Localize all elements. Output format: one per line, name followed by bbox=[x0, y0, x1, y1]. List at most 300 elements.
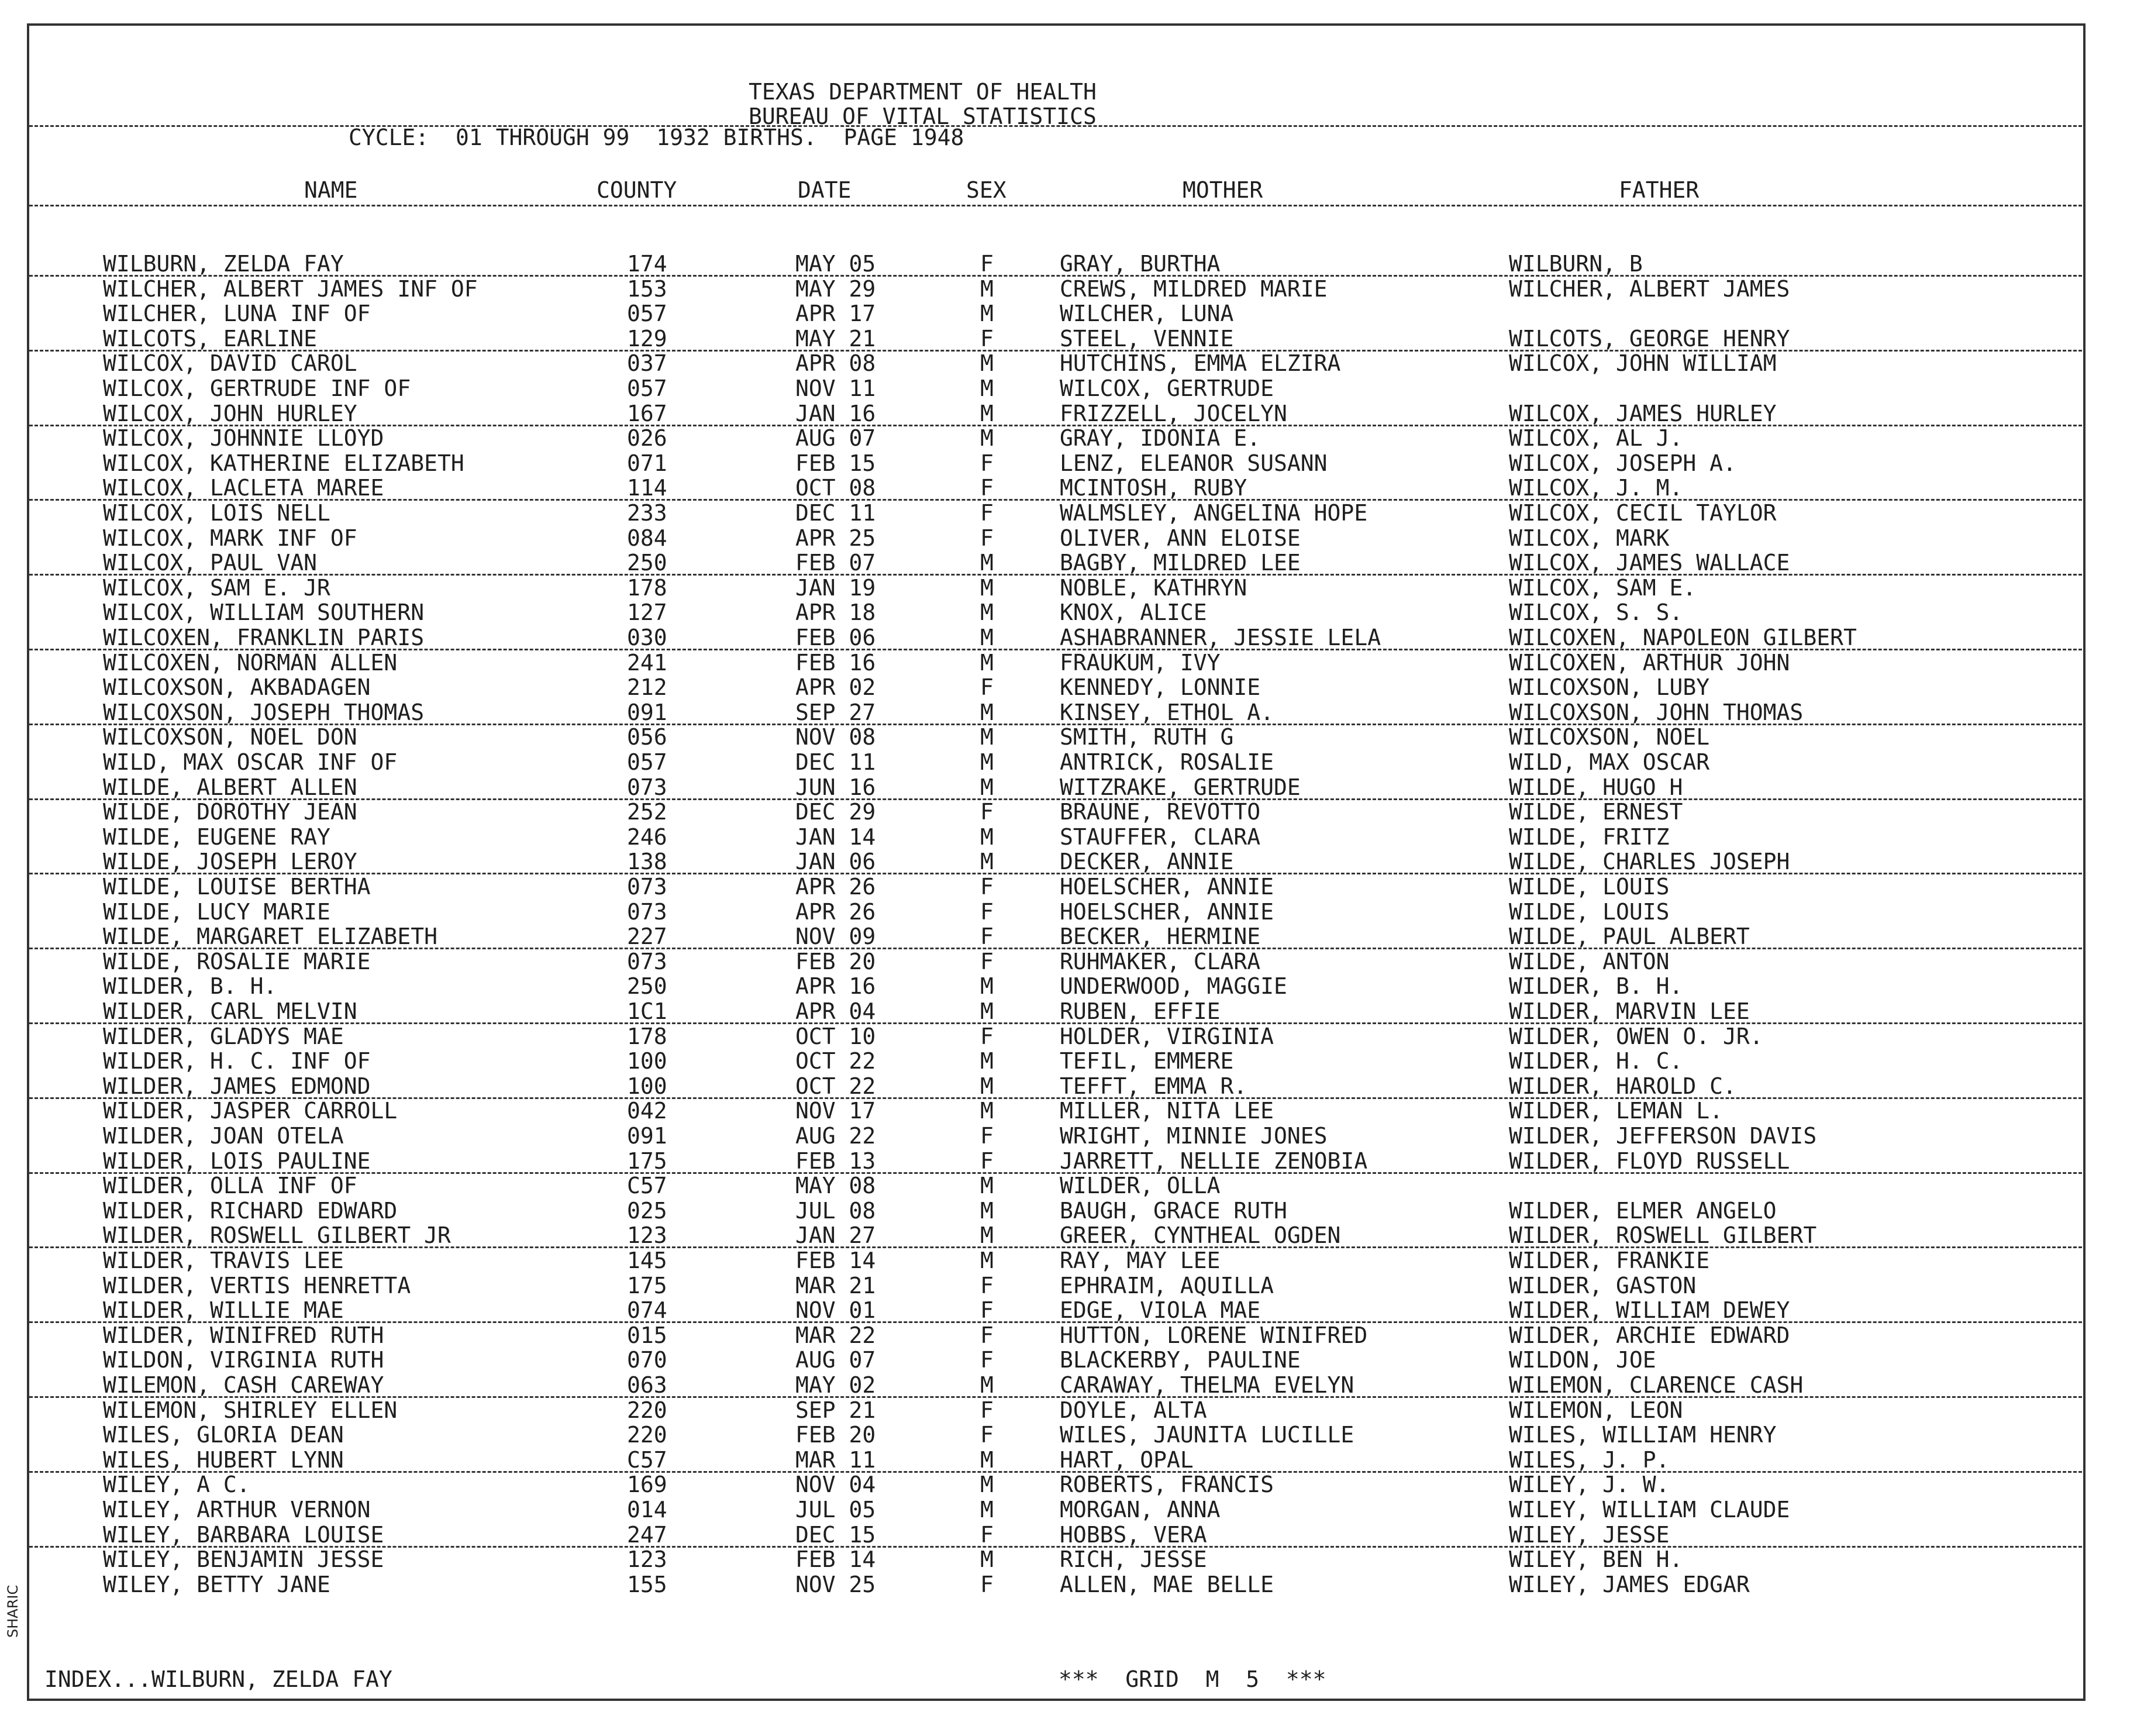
row-county: 071 bbox=[627, 450, 667, 476]
row-name: WILCHER, LUNA INF OF bbox=[103, 301, 371, 326]
row-mother: TEFIL, EMMERE bbox=[1060, 1048, 1234, 1074]
row-date: MAY 21 bbox=[795, 326, 876, 352]
row-county: 178 bbox=[627, 1024, 667, 1049]
row-county: 073 bbox=[627, 899, 667, 925]
row-sex: M bbox=[980, 973, 994, 999]
row-county: 014 bbox=[627, 1497, 667, 1523]
row-name: WILDER, VERTIS HENRETTA bbox=[103, 1273, 411, 1298]
row-name: WILCOX, LOIS NELL bbox=[103, 500, 330, 526]
row-name: WILCOX, KATHERINE ELIZABETH bbox=[103, 450, 464, 476]
row-mother: LENZ, ELEANOR SUSANN bbox=[1060, 450, 1328, 476]
row-sex: M bbox=[980, 1472, 994, 1497]
row-father: WILBURN, B bbox=[1509, 251, 1643, 277]
row-sex: F bbox=[980, 1397, 994, 1423]
row-mother: CREWS, MILDRED MARIE bbox=[1060, 276, 1328, 302]
row-date: APR 16 bbox=[795, 973, 876, 999]
row-mother: HOBBS, VERA bbox=[1060, 1522, 1207, 1548]
row-county: 070 bbox=[627, 1347, 667, 1373]
column-header-father: FATHER bbox=[1619, 177, 1700, 203]
row-name: WILEY, BETTY JANE bbox=[103, 1572, 330, 1597]
row-father: WILDER, OWEN O. JR. bbox=[1509, 1024, 1763, 1049]
row-date: OCT 08 bbox=[795, 475, 876, 501]
header-title: TEXAS DEPARTMENT OF HEALTH bbox=[749, 79, 1097, 105]
row-mother: HOLDER, VIRGINIA bbox=[1060, 1024, 1274, 1049]
row-county: 114 bbox=[627, 475, 667, 501]
row-mother: DOYLE, ALTA bbox=[1060, 1397, 1207, 1423]
row-county: 074 bbox=[627, 1297, 667, 1323]
row-sex: F bbox=[980, 874, 994, 900]
row-father: WILDE, LOUIS bbox=[1509, 874, 1670, 900]
row-sex: F bbox=[980, 525, 994, 551]
row-name: WILEY, BARBARA LOUISE bbox=[103, 1522, 384, 1548]
row-county: 178 bbox=[627, 575, 667, 601]
row-sex: M bbox=[980, 575, 994, 601]
row-date: OCT 22 bbox=[795, 1073, 876, 1099]
row-father: WILEY, BEN H. bbox=[1509, 1546, 1683, 1572]
row-mother: WALMSLEY, ANGELINA HOPE bbox=[1060, 500, 1368, 526]
row-county: 100 bbox=[627, 1073, 667, 1099]
row-county: 057 bbox=[627, 301, 667, 326]
column-header-sex: SEX bbox=[966, 177, 1006, 203]
row-sex: F bbox=[980, 924, 994, 949]
row-sex: F bbox=[980, 799, 994, 825]
cycle-line: CYCLE: 01 THROUGH 99 1932 BIRTHS. PAGE 1948 bbox=[349, 125, 964, 150]
row-date: DEC 29 bbox=[795, 799, 876, 825]
row-father: WILDER, GASTON bbox=[1509, 1273, 1697, 1298]
row-father: WILDER, H. C. bbox=[1509, 1048, 1683, 1074]
row-date: OCT 10 bbox=[795, 1024, 876, 1049]
row-name: WILDE, ALBERT ALLEN bbox=[103, 774, 357, 800]
row-sex: M bbox=[980, 749, 994, 775]
row-date: APR 08 bbox=[795, 350, 876, 376]
row-mother: WILES, JAUNITA LUCILLE bbox=[1060, 1422, 1354, 1448]
row-name: WILCOX, JOHN HURLEY bbox=[103, 401, 357, 426]
row-sex: F bbox=[980, 1024, 994, 1049]
row-county: 153 bbox=[627, 276, 667, 302]
row-father: WILEY, JAMES EDGAR bbox=[1509, 1572, 1750, 1597]
row-mother: GREER, CYNTHEAL OGDEN bbox=[1060, 1222, 1341, 1248]
row-date: JAN 14 bbox=[795, 824, 876, 850]
row-mother: ALLEN, MAE BELLE bbox=[1060, 1572, 1274, 1597]
row-county: 123 bbox=[627, 1222, 667, 1248]
row-date: DEC 15 bbox=[795, 1522, 876, 1548]
row-sex: M bbox=[980, 301, 994, 326]
row-father: WILCOX, JAMES HURLEY bbox=[1509, 401, 1777, 426]
row-date: APR 04 bbox=[795, 998, 876, 1024]
row-mother: KINSEY, ETHOL A. bbox=[1060, 700, 1274, 725]
row-county: 129 bbox=[627, 326, 667, 352]
row-mother: HART, OPAL bbox=[1060, 1447, 1194, 1473]
side-stamp: SHARIC bbox=[5, 1585, 21, 1638]
row-name: WILD, MAX OSCAR INF OF bbox=[103, 749, 398, 775]
row-name: WILDE, MARGARET ELIZABETH bbox=[103, 924, 437, 949]
row-name: WILES, GLORIA DEAN bbox=[103, 1422, 344, 1448]
row-date: NOV 11 bbox=[795, 376, 876, 401]
row-county: 212 bbox=[627, 674, 667, 700]
row-mother: EDGE, VIOLA MAE bbox=[1060, 1297, 1261, 1323]
row-county: 073 bbox=[627, 874, 667, 900]
row-county: C57 bbox=[627, 1447, 667, 1473]
row-sex: M bbox=[980, 625, 994, 650]
row-mother: ROBERTS, FRANCIS bbox=[1060, 1472, 1274, 1497]
column-header-mother: MOTHER bbox=[1183, 177, 1263, 203]
row-sex: F bbox=[980, 326, 994, 352]
row-county: 091 bbox=[627, 700, 667, 725]
row-name: WILCOX, LACLETA MAREE bbox=[103, 475, 384, 501]
row-father: WILDER, LEMAN L. bbox=[1509, 1098, 1724, 1124]
row-date: FEB 14 bbox=[795, 1546, 876, 1572]
row-mother: MORGAN, ANNA bbox=[1060, 1497, 1221, 1523]
row-name: WILDER, GLADYS MAE bbox=[103, 1024, 344, 1049]
row-father: WILEY, J. W. bbox=[1509, 1472, 1670, 1497]
row-name: WILEMON, CASH CAREWAY bbox=[103, 1372, 384, 1398]
row-name: WILDER, ROSWELL GILBERT JR bbox=[103, 1222, 451, 1248]
row-name: WILCOX, PAUL VAN bbox=[103, 550, 318, 576]
column-header-rule bbox=[29, 205, 2082, 206]
row-sex: M bbox=[980, 1497, 994, 1523]
row-county: 220 bbox=[627, 1397, 667, 1423]
row-name: WILCOXSON, NOEL DON bbox=[103, 724, 357, 750]
row-mother: KENNEDY, LONNIE bbox=[1060, 674, 1261, 700]
row-name: WILDER, JOAN OTELA bbox=[103, 1123, 344, 1149]
row-father: WILCOXEN, NAPOLEON GILBERT bbox=[1509, 625, 1857, 650]
row-sex: M bbox=[980, 700, 994, 725]
row-sex: F bbox=[980, 674, 994, 700]
row-mother: DECKER, ANNIE bbox=[1060, 849, 1234, 874]
row-father: WILEY, JESSE bbox=[1509, 1522, 1670, 1548]
row-county: 250 bbox=[627, 550, 667, 576]
row-mother: HOELSCHER, ANNIE bbox=[1060, 874, 1274, 900]
row-county: 056 bbox=[627, 724, 667, 750]
row-sex: M bbox=[980, 1222, 994, 1248]
row-mother: NOBLE, KATHRYN bbox=[1060, 575, 1247, 601]
row-date: FEB 06 bbox=[795, 625, 876, 650]
row-mother: BECKER, HERMINE bbox=[1060, 924, 1261, 949]
row-sex: M bbox=[980, 1098, 994, 1124]
row-date: AUG 07 bbox=[795, 425, 876, 451]
row-date: MAY 05 bbox=[795, 251, 876, 277]
row-name: WILDER, JAMES EDMOND bbox=[103, 1073, 371, 1099]
row-father: WILCOXEN, ARTHUR JOHN bbox=[1509, 650, 1790, 676]
row-father: WILDON, JOE bbox=[1509, 1347, 1656, 1373]
row-name: WILCHER, ALBERT JAMES INF OF bbox=[103, 276, 478, 302]
row-county: 250 bbox=[627, 973, 667, 999]
row-father: WILDER, JEFFERSON DAVIS bbox=[1509, 1123, 1817, 1149]
row-name: WILDON, VIRGINIA RUTH bbox=[103, 1347, 384, 1373]
row-name: WILEY, ARTHUR VERNON bbox=[103, 1497, 371, 1523]
row-date: AUG 07 bbox=[795, 1347, 876, 1373]
row-mother: UNDERWOOD, MAGGIE bbox=[1060, 973, 1287, 999]
row-county: 241 bbox=[627, 650, 667, 676]
row-father: WILEMON, CLARENCE CASH bbox=[1509, 1372, 1804, 1398]
row-county: 167 bbox=[627, 401, 667, 426]
row-county: 169 bbox=[627, 1472, 667, 1497]
row-date: MAR 11 bbox=[795, 1447, 876, 1473]
row-father: WILEY, WILLIAM CLAUDE bbox=[1509, 1497, 1790, 1523]
row-county: 145 bbox=[627, 1248, 667, 1273]
row-name: WILDE, ROSALIE MARIE bbox=[103, 949, 371, 974]
column-header-date: DATE bbox=[798, 177, 852, 203]
row-mother: GRAY, BURTHA bbox=[1060, 251, 1221, 277]
row-county: 084 bbox=[627, 525, 667, 551]
row-date: FEB 20 bbox=[795, 949, 876, 974]
row-mother: HUTTON, LORENE WINIFRED bbox=[1060, 1322, 1368, 1348]
row-mother: RUBEN, EFFIE bbox=[1060, 998, 1221, 1024]
header-subtitle: BUREAU OF VITAL STATISTICS bbox=[749, 104, 1097, 129]
row-father: WILDER, B. H. bbox=[1509, 973, 1683, 999]
row-sex: M bbox=[980, 774, 994, 800]
row-date: NOV 08 bbox=[795, 724, 876, 750]
row-date: JAN 16 bbox=[795, 401, 876, 426]
row-father: WILDER, WILLIAM DEWEY bbox=[1509, 1297, 1790, 1323]
row-sex: M bbox=[980, 1248, 994, 1273]
row-date: NOV 04 bbox=[795, 1472, 876, 1497]
row-date: DEC 11 bbox=[795, 500, 876, 526]
row-mother: CARAWAY, THELMA EVELYN bbox=[1060, 1372, 1354, 1398]
row-county: 030 bbox=[627, 625, 667, 650]
row-sex: F bbox=[980, 1422, 994, 1448]
row-date: NOV 25 bbox=[795, 1572, 876, 1597]
row-father: WILDER, FRANKIE bbox=[1509, 1248, 1710, 1273]
row-county: 073 bbox=[627, 774, 667, 800]
row-name: WILDER, H. C. INF OF bbox=[103, 1048, 371, 1074]
row-name: WILBURN, ZELDA FAY bbox=[103, 251, 344, 277]
row-sex: M bbox=[980, 1048, 994, 1074]
row-date: JAN 06 bbox=[795, 849, 876, 874]
row-name: WILEY, BENJAMIN JESSE bbox=[103, 1546, 384, 1572]
row-date: JAN 27 bbox=[795, 1222, 876, 1248]
row-county: 246 bbox=[627, 824, 667, 850]
row-county: 100 bbox=[627, 1048, 667, 1074]
row-date: NOV 01 bbox=[795, 1297, 876, 1323]
row-date: SEP 27 bbox=[795, 700, 876, 725]
row-date: JUL 08 bbox=[795, 1198, 876, 1224]
row-date: NOV 09 bbox=[795, 924, 876, 949]
row-sex: M bbox=[980, 650, 994, 676]
row-date: APR 17 bbox=[795, 301, 876, 326]
row-date: AUG 22 bbox=[795, 1123, 876, 1149]
row-sex: F bbox=[980, 251, 994, 277]
row-county: 227 bbox=[627, 924, 667, 949]
row-name: WILDER, JASPER CARROLL bbox=[103, 1098, 398, 1124]
row-sex: M bbox=[980, 1447, 994, 1473]
row-county: 127 bbox=[627, 600, 667, 625]
row-mother: WILCOX, GERTRUDE bbox=[1060, 376, 1274, 401]
row-sex: F bbox=[980, 450, 994, 476]
row-mother: MCINTOSH, RUBY bbox=[1060, 475, 1247, 501]
row-mother: RICH, JESSE bbox=[1060, 1546, 1207, 1572]
row-father: WILCOX, MARK bbox=[1509, 525, 1670, 551]
row-mother: FRIZZELL, JOCELYN bbox=[1060, 401, 1287, 426]
row-father: WILCHER, ALBERT JAMES bbox=[1509, 276, 1790, 302]
row-mother: ANTRICK, ROSALIE bbox=[1060, 749, 1274, 775]
row-separator bbox=[29, 1471, 2082, 1473]
row-father: WILES, WILLIAM HENRY bbox=[1509, 1422, 1777, 1448]
row-father: WILD, MAX OSCAR bbox=[1509, 749, 1710, 775]
row-name: WILDER, CARL MELVIN bbox=[103, 998, 357, 1024]
row-county: 015 bbox=[627, 1322, 667, 1348]
row-mother: SMITH, RUTH G bbox=[1060, 724, 1234, 750]
row-father: WILCOXSON, NOEL bbox=[1509, 724, 1710, 750]
row-county: 247 bbox=[627, 1522, 667, 1548]
row-father: WILDER, MARVIN LEE bbox=[1509, 998, 1750, 1024]
row-county: 091 bbox=[627, 1123, 667, 1149]
row-date: FEB 13 bbox=[795, 1148, 876, 1174]
row-sex: F bbox=[980, 899, 994, 925]
row-county: 175 bbox=[627, 1273, 667, 1298]
row-county: 233 bbox=[627, 500, 667, 526]
row-father: WILDE, LOUIS bbox=[1509, 899, 1670, 925]
row-father: WILCOX, J. M. bbox=[1509, 475, 1683, 501]
row-father: WILCOX, JOHN WILLIAM bbox=[1509, 350, 1777, 376]
row-name: WILCOX, DAVID CAROL bbox=[103, 350, 357, 376]
row-sex: M bbox=[980, 824, 994, 850]
footer-grid: *** GRID M 5 *** bbox=[1059, 1666, 1326, 1692]
row-name: WILEMON, SHIRLEY ELLEN bbox=[103, 1397, 398, 1423]
row-sex: F bbox=[980, 1148, 994, 1174]
row-mother: WITZRAKE, GERTRUDE bbox=[1060, 774, 1301, 800]
row-date: MAR 22 bbox=[795, 1322, 876, 1348]
row-name: WILDE, DOROTHY JEAN bbox=[103, 799, 357, 825]
row-name: WILES, HUBERT LYNN bbox=[103, 1447, 344, 1473]
row-date: MAR 21 bbox=[795, 1273, 876, 1298]
column-header-county: COUNTY bbox=[597, 177, 677, 203]
row-name: WILCOX, JOHNNIE LLOYD bbox=[103, 425, 384, 451]
row-sex: F bbox=[980, 1322, 994, 1348]
row-mother: BRAUNE, REVOTTO bbox=[1060, 799, 1261, 825]
row-father: WILDE, ANTON bbox=[1509, 949, 1670, 974]
row-sex: F bbox=[980, 1522, 994, 1548]
row-father: WILES, J. P. bbox=[1509, 1447, 1670, 1473]
row-sex: M bbox=[980, 724, 994, 750]
row-father: WILCOX, S. S. bbox=[1509, 600, 1683, 625]
row-sex: M bbox=[980, 276, 994, 302]
row-county: 037 bbox=[627, 350, 667, 376]
row-sex: M bbox=[980, 1198, 994, 1224]
row-father: WILCOX, CECIL TAYLOR bbox=[1509, 500, 1777, 526]
row-sex: F bbox=[980, 1297, 994, 1323]
row-mother: RUHMAKER, CLARA bbox=[1060, 949, 1261, 974]
row-sex: F bbox=[980, 500, 994, 526]
row-county: 057 bbox=[627, 749, 667, 775]
row-father: WILDER, HAROLD C. bbox=[1509, 1073, 1736, 1099]
row-sex: F bbox=[980, 1347, 994, 1373]
row-date: FEB 14 bbox=[795, 1248, 876, 1273]
row-county: 063 bbox=[627, 1372, 667, 1398]
row-date: APR 26 bbox=[795, 874, 876, 900]
row-county: 073 bbox=[627, 949, 667, 974]
row-mother: WILCHER, LUNA bbox=[1060, 301, 1234, 326]
row-county: 155 bbox=[627, 1572, 667, 1597]
row-name: WILCOXEN, NORMAN ALLEN bbox=[103, 650, 398, 676]
row-county: 123 bbox=[627, 1546, 667, 1572]
row-mother: HUTCHINS, EMMA ELZIRA bbox=[1060, 350, 1341, 376]
row-father: WILCOX, SAM E. bbox=[1509, 575, 1697, 601]
row-mother: KNOX, ALICE bbox=[1060, 600, 1207, 625]
row-date: APR 26 bbox=[795, 899, 876, 925]
row-date: JAN 19 bbox=[795, 575, 876, 601]
row-date: JUL 05 bbox=[795, 1497, 876, 1523]
row-date: APR 18 bbox=[795, 600, 876, 625]
row-mother: WILDER, OLLA bbox=[1060, 1173, 1221, 1198]
row-mother: ASHABRANNER, JESSIE LELA bbox=[1060, 625, 1381, 650]
row-mother: TEFFT, EMMA R. bbox=[1060, 1073, 1247, 1099]
row-father: WILCOXSON, LUBY bbox=[1509, 674, 1710, 700]
row-mother: STAUFFER, CLARA bbox=[1060, 824, 1261, 850]
row-sex: M bbox=[980, 425, 994, 451]
row-name: WILDER, WILLIE MAE bbox=[103, 1297, 344, 1323]
row-sex: M bbox=[980, 1546, 994, 1572]
row-date: FEB 15 bbox=[795, 450, 876, 476]
row-county: 1C1 bbox=[627, 998, 667, 1024]
row-name: WILDE, EUGENE RAY bbox=[103, 824, 330, 850]
row-father: WILCOX, JAMES WALLACE bbox=[1509, 550, 1790, 576]
row-name: WILDER, B. H. bbox=[103, 973, 277, 999]
row-father: WILCOTS, GEORGE HENRY bbox=[1509, 326, 1790, 352]
row-sex: M bbox=[980, 1173, 994, 1198]
row-date: DEC 11 bbox=[795, 749, 876, 775]
row-mother: BAUGH, GRACE RUTH bbox=[1060, 1198, 1287, 1224]
row-sex: M bbox=[980, 849, 994, 874]
row-mother: HOELSCHER, ANNIE bbox=[1060, 899, 1274, 925]
row-date: FEB 07 bbox=[795, 550, 876, 576]
row-name: WILDE, LUCY MARIE bbox=[103, 899, 330, 925]
row-date: MAY 29 bbox=[795, 276, 876, 302]
row-name: WILDER, LOIS PAULINE bbox=[103, 1148, 371, 1174]
row-mother: EPHRAIM, AQUILLA bbox=[1060, 1273, 1274, 1298]
row-father: WILDER, ARCHIE EDWARD bbox=[1509, 1322, 1790, 1348]
row-father: WILDE, ERNEST bbox=[1509, 799, 1683, 825]
row-county: 174 bbox=[627, 251, 667, 277]
row-father: WILDER, ROSWELL GILBERT bbox=[1509, 1222, 1817, 1248]
row-county: 138 bbox=[627, 849, 667, 874]
row-father: WILDER, ELMER ANGELO bbox=[1509, 1198, 1777, 1224]
row-mother: JARRETT, NELLIE ZENOBIA bbox=[1060, 1148, 1368, 1174]
row-mother: BAGBY, MILDRED LEE bbox=[1060, 550, 1301, 576]
row-mother: WRIGHT, MINNIE JONES bbox=[1060, 1123, 1328, 1149]
row-father: WILDE, PAUL ALBERT bbox=[1509, 924, 1750, 949]
footer-index: INDEX...WILBURN, ZELDA FAY bbox=[44, 1666, 392, 1692]
row-name: WILDE, LOUISE BERTHA bbox=[103, 874, 371, 900]
row-sex: M bbox=[980, 550, 994, 576]
row-name: WILEY, A C. bbox=[103, 1472, 250, 1497]
row-father: WILDER, FLOYD RUSSELL bbox=[1509, 1148, 1790, 1174]
row-name: WILCOX, GERTRUDE INF OF bbox=[103, 376, 411, 401]
row-name: WILCOXSON, AKBADAGEN bbox=[103, 674, 371, 700]
row-name: WILCOX, WILLIAM SOUTHERN bbox=[103, 600, 425, 625]
row-date: OCT 22 bbox=[795, 1048, 876, 1074]
row-date: APR 02 bbox=[795, 674, 876, 700]
row-mother: STEEL, VENNIE bbox=[1060, 326, 1234, 352]
row-father: WILDE, HUGO H bbox=[1509, 774, 1683, 800]
row-name: WILDER, RICHARD EDWARD bbox=[103, 1198, 398, 1224]
row-date: NOV 17 bbox=[795, 1098, 876, 1124]
row-mother: RAY, MAY LEE bbox=[1060, 1248, 1221, 1273]
row-father: WILCOX, JOSEPH A. bbox=[1509, 450, 1736, 476]
row-mother: GRAY, IDONIA E. bbox=[1060, 425, 1261, 451]
row-name: WILDER, OLLA INF OF bbox=[103, 1173, 357, 1198]
row-county: 220 bbox=[627, 1422, 667, 1448]
row-county: 057 bbox=[627, 376, 667, 401]
row-sex: M bbox=[980, 1372, 994, 1398]
column-header-name: NAME bbox=[304, 177, 358, 203]
row-sex: F bbox=[980, 1572, 994, 1597]
row-date: FEB 20 bbox=[795, 1422, 876, 1448]
row-sex: F bbox=[980, 1273, 994, 1298]
row-name: WILCOX, SAM E. JR bbox=[103, 575, 330, 601]
row-separator bbox=[29, 574, 2082, 576]
header-rule bbox=[29, 125, 2082, 127]
